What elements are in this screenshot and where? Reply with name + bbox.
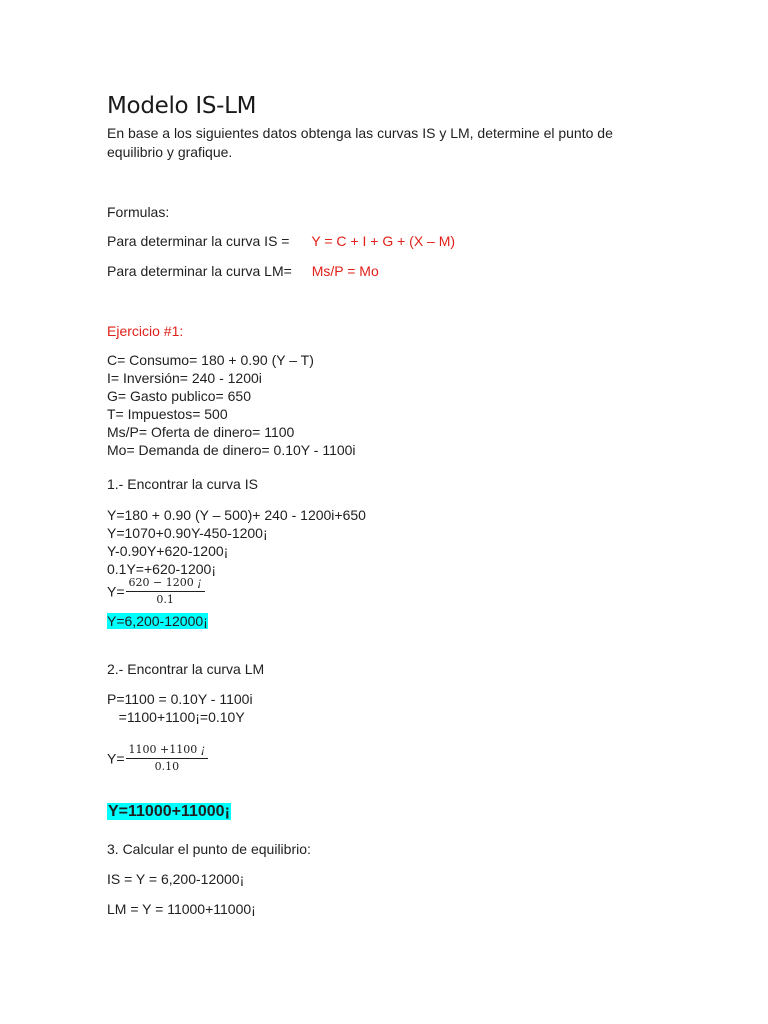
step1-heading: 1.- Encontrar la curva IS	[107, 476, 258, 492]
step2-fraction-prefix: Y=	[107, 750, 125, 767]
step2-line-1: =1100+1100¡=0.10Y	[107, 709, 245, 725]
step1-fraction-numerator: 620 − 1200	[128, 576, 194, 589]
is-formula-row	[107, 232, 455, 250]
step1-fraction-row	[107, 576, 205, 607]
exercise-data-1: I= Inversión= 240 - 1200i	[107, 370, 262, 386]
step1-line-0: Y=180 + 0.90 (Y – 500)+ 240 - 1200i+650	[107, 507, 366, 523]
formulas-heading: Formulas:	[107, 204, 170, 220]
exercise-data-2: G= Gasto publico= 650	[107, 388, 251, 404]
lm-curve-result: Y=11000+11000¡	[108, 803, 230, 820]
step2-heading: 2.- Encontrar la curva LM	[107, 661, 265, 677]
step1-fraction-variable: ¡	[197, 576, 202, 589]
step2-result-row	[107, 801, 231, 823]
exercise-data-3: T= Impuestos= 500	[107, 406, 228, 422]
exercise-heading: Ejercicio #1:	[107, 323, 184, 339]
step2-fraction-numerator: 1100 +1100	[128, 743, 198, 756]
intro-line-1: En base a los siguientes datos obtenga las curvas IS y LM, determine el punto de	[107, 125, 613, 141]
step1-fraction	[126, 576, 205, 607]
step2-fraction-variable: ¡	[200, 743, 206, 756]
step3-is-line: IS = Y = 6,200-12000¡	[107, 871, 245, 887]
is-formula: Y = C + I + G + (X – M)	[311, 233, 456, 249]
exercise-data-0: C= Consumo= 180 + 0.90 (Y – T)	[107, 352, 314, 368]
lm-formula: Ms/P = Mo	[311, 263, 379, 279]
is-curve-result: Y=6,200-12000¡	[107, 613, 208, 629]
exercise-data-4: Ms/P= Oferta de dinero= 1100	[107, 424, 295, 440]
lm-formula-label: Para determinar la curva LM=	[107, 263, 292, 279]
step3-heading: 3. Calcular el punto de equilibrio:	[107, 841, 311, 857]
step1-fraction-denominator: 0.1	[156, 593, 174, 606]
intro-line-2: equilibrio y grafique.	[107, 144, 233, 160]
lm-formula-row	[107, 262, 379, 280]
page-title: Modelo IS-LM	[107, 93, 257, 119]
step2-fraction-row	[107, 743, 208, 774]
step2-fraction-denominator: 0.10	[154, 760, 180, 773]
step2-line-0: P=1100 = 0.10Y - 1100i	[107, 691, 253, 707]
step1-line-1: Y=1070+0.90Y-450-1200¡	[107, 525, 268, 541]
is-formula-label: Para determinar la curva IS =	[107, 233, 290, 249]
step1-fraction-prefix: Y=	[107, 583, 125, 600]
step1-line-3: 0.1Y=+620-1200¡	[107, 561, 216, 577]
step1-result-row	[107, 612, 208, 630]
step1-line-2: Y-0.90Y+620-1200¡	[107, 543, 229, 559]
step2-fraction	[126, 743, 209, 774]
step3-lm-line: LM = Y = 11000+11000¡	[107, 901, 256, 917]
exercise-data-5: Mo= Demanda de dinero= 0.10Y - 1100i	[107, 442, 356, 458]
